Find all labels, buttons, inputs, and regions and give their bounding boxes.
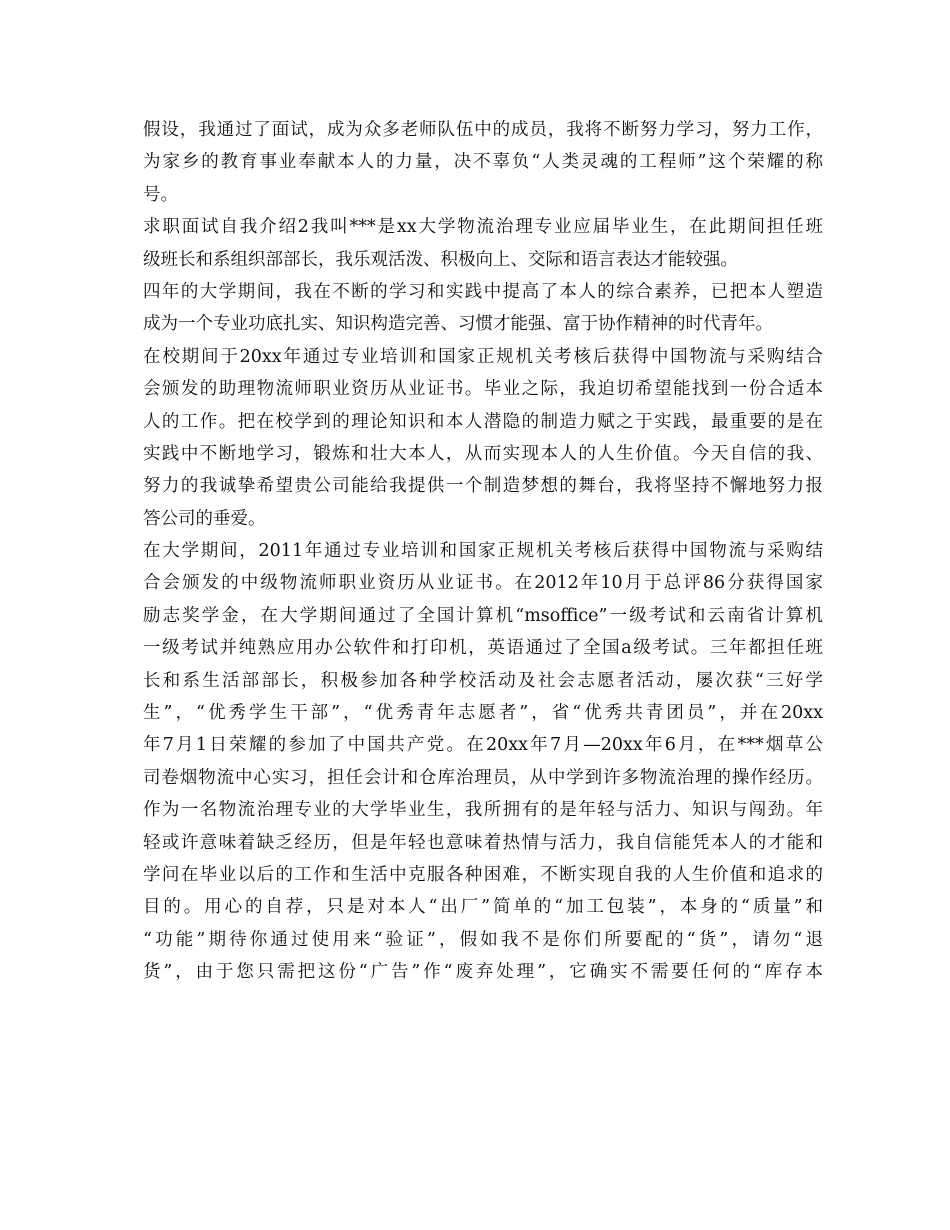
text-line: 努力的我诚挚希望贵公司能给我提供一个制造梦想的舞台，我将坚持不懈地努力报 xyxy=(143,476,823,497)
text-line: 成为一个专业功底扎实、知识构造完善、习惯才能强、富于协作精神的时代青年。 xyxy=(143,314,773,335)
text-line: 目的。用心的自荐，只是对本人“出厂”简单的“加工包装”，本身的“质量”和 xyxy=(143,897,823,918)
text-line: 作为一名物流治理专业的大学毕业生，我所拥有的是年轻与活力、知识与闯劲。年 xyxy=(143,800,823,821)
text-line: 假设，我通过了面试，成为众多老师队伍中的成员，我将不断努力学习，努力工作， xyxy=(143,120,823,140)
text-line: 为家乡的教育事业奉献本人的力量，决不辜负“人类灵魂的工程师”这个荣耀的称 xyxy=(143,152,823,173)
text-line: 司卷烟物流中心实习，担任会计和仓库治理员，从中学到许多物流治理的操作经历。 xyxy=(143,767,823,788)
document-body xyxy=(143,114,823,989)
text-line: 一级考试并纯熟应用办公软件和打印机，英语通过了全国a级考试。三年都担任班 xyxy=(143,638,823,659)
text-line: 级班长和系组织部部长，我乐观活泼、积极向上、交际和语言表达才能较强。 xyxy=(143,249,738,270)
text-line: 长和系生活部部长，积极参加各种学校活动及社会志愿者活动，屡次获“三好学 xyxy=(143,670,823,691)
text-line: 人的工作。把在校学到的理论知识和本人潜隐的制造力赋之于实践，最重要的是在 xyxy=(143,411,823,432)
text-line: 号。 xyxy=(143,184,178,205)
text-line: 会颁发的助理物流师职业资历从业证书。毕业之际，我迫切希望能找到一份合适本 xyxy=(143,379,823,400)
text-line: 学问在毕业以后的工作和生活中克服各种困难，不断实现自我的人生价值和追求的 xyxy=(143,864,823,885)
text-line: 答公司的垂爱。 xyxy=(143,508,266,529)
text-line: 励志奖学金，在大学期间通过了全国计算机“msoffice”一级考试和云南省计算机 xyxy=(143,605,823,626)
text-line: 合会颁发的中级物流师职业资历从业证书。在2012年10月于总评86分获得国家 xyxy=(143,573,823,594)
text-line: 生”，“优秀学生干部”，“优秀青年志愿者”，省“优秀共青团员”，并在20xx xyxy=(143,703,823,724)
text-line: “功能”期待你通过使用来“验证”，假如我不是你们所要配的“货”，请勿“退 xyxy=(143,929,823,950)
text-line: 在校期间于20xx年通过专业培训和国家正规机关考核后获得中国物流与采购结合 xyxy=(143,346,823,367)
text-line: 实践中不断地学习，锻炼和壮大本人，从而实现本人的人生价值。今天自信的我、 xyxy=(143,443,823,464)
text-line: 货”，由于您只需把这份“广告”作“废弃处理”，它确实不需要任何的“库存本 xyxy=(143,962,823,983)
text-line: 求职面试自我介绍2我叫***是xx大学物流治理专业应届毕业生，在此期间担任班 xyxy=(143,217,823,238)
text-line: 在大学期间，2011年通过专业培训和国家正规机关考核后获得中国物流与采购结 xyxy=(143,541,823,562)
text-line: 轻或许意味着缺乏经历，但是年轻也意味着热情与活力，我自信能凭本人的才能和 xyxy=(143,832,823,853)
text-line: 四年的大学期间，我在不断的学习和实践中提高了本人的综合素养，已把本人塑造 xyxy=(143,281,823,302)
text-line: 年7月1日荣耀的参加了中国共产党。在20xx年7月—20xx年6月，在***烟草公 xyxy=(143,735,823,756)
